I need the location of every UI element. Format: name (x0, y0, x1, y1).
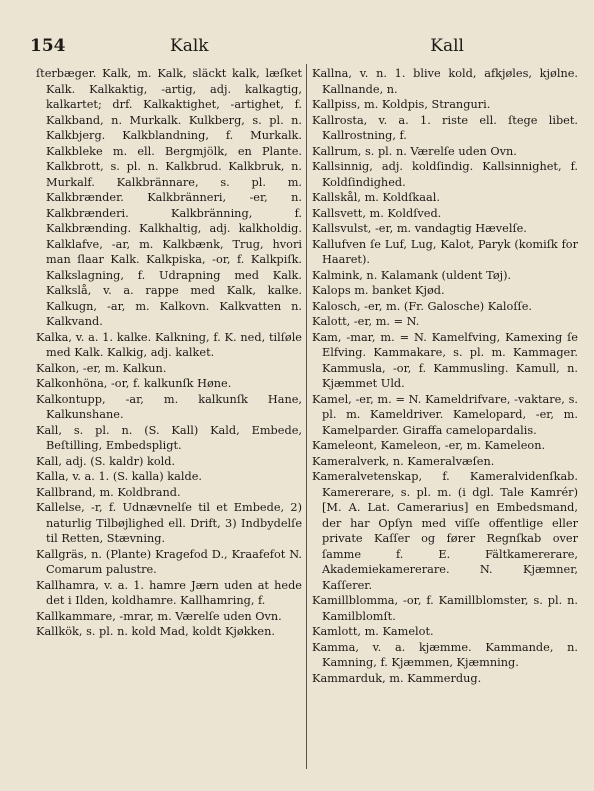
entry: Kallpiss, m. Koldpis, Stranguri. (312, 98, 491, 111)
entry: Kalott, -er, m. = N. (312, 315, 420, 328)
entry: Kalkonhöna, -or, f. kalkunſk Høne. (36, 377, 232, 390)
left-guide-word: Kalk (170, 36, 209, 56)
entry: Kallkammare, -mrar, m. Værelſe uden Ovn. (36, 609, 282, 623)
entry: Kallrum, s. pl. n. Værelſe uden Ovn. (312, 144, 517, 158)
entry: Kallsvulst, -er, m. vandagtig Hævelſe. (312, 222, 527, 235)
right-column (312, 66, 578, 686)
entry: Kallrosta, v. a. 1. riste ell. ſtege libet. Kallrostning, f. (312, 113, 578, 142)
entry: Kallbrand, m. Koldbrand. (36, 485, 181, 499)
entry: Kalmink, n. Kalamank (uldent Tøj). (312, 268, 512, 282)
entry: Kallkök, s. pl. n. kold Mad, koldt Kjøkken. (36, 625, 275, 638)
entry: Kallsinnig, adj. koldſindig. Kallsinnighet, f. Koldſindighed. (312, 160, 578, 189)
entry: Kameleont, Kameleon, -er, m. Kameleon. (312, 439, 546, 452)
entry: ſterbæger. Kalk, m. Kalk, släckt kalk, læſket Kalk. Kalkaktig, -artig, adj. kalkagtig, kalkartet; drf. Kalkaktighet, -artighet, f. Kalkband, n. Murkalk. Kulkberg, s. pl. n. Kalkbjerg. Kalkblandning, f. Murkalk. Kalkbleke m. ell. Bergmjölk, en Plante. Kalkbrott, s. pl. n. Kalkbrud. Kalkbruk, n. Murkalf. Kalkbrännare, s. pl. m. Kalkbrænder. Kalkbränneri, -er, n. Kalkbrænderi. Kalkbränning, f. Kalkbrænding. Kalkhaltig, adj. kalkholdig. Kalklafve, -ar, m. Kalkbænk, Trug, hvori man ſlaar Kalk. Kalkpiska, -or, f. Kalkpiſk. Kalkslagning, f. Udrapning med Kalk. Kalkslå, v. a. rappe med Kalk, kalke. Kalkugn, -ar, m. Kalkovn. Kalkvatten n. Kalkvand. (36, 67, 302, 328)
entry: Kalosch, -er, m. (Fr. Galosche) Kaloſſe. (312, 299, 532, 313)
entry: Kalkon, -er, m. Kalkun. (36, 361, 167, 375)
page-number: 154 (30, 36, 66, 56)
entry: Kallelse, -r, f. Udnævnelſe til et Embede, 2) naturlig Tilbøjlighed ell. Drift, 3) Indbydelſe til Retten, Stævning. (36, 501, 302, 545)
entry: Kall, adj. (S. kaldr) kold. (36, 454, 176, 468)
entry: Kameralverk, n. Kameralvæſen. (312, 454, 495, 468)
left-column (36, 66, 302, 640)
entry: Kallgräs, n. (Plante) Kragefod D., Kraafefot N. Comarum palustre. (36, 547, 302, 576)
entry: Kamillblomma, -or, f. Kamillblomster, s. pl. n. Kamilblomſt. (312, 594, 578, 623)
entry: Kammarduk, m. Kammerdug. (312, 671, 482, 685)
entry: Kamma, v. a. kjæmme. Kammande, n. Kamning, f. Kjæmmen, Kjæmning. (312, 640, 578, 669)
entry: Kamel, -er, m. = N. Kameldrifvare, -vaktare, s. pl. m. Kameldriver. Kamelopard, -er, m. Kamelparder. Giraffa camelopardalis. (312, 392, 578, 437)
entry: Kallskål, m. Koldſkaal. (312, 191, 440, 204)
entry: Kallhamra, v. a. 1. hamre Jærn uden at hede det i Ilden, koldhamre. Kallhamring, f. (36, 578, 302, 607)
entry: Kam, -mar, m. = N. Kamelfving, Kamexing ſe Elfving. Kammakare, s. pl. m. Kammager. Kammusla, -or, f. Kammusling. Kamull, n. Kjæmmet Uld. (312, 330, 578, 390)
entry: Kalkontupp, -ar, m. kalkunſk Hane, Kalkunshane. (36, 392, 302, 421)
entry: Kamlott, m. Kamelot. (312, 625, 434, 638)
entry: Kallna, v. n. 1. blive kold, afkjøles, kjølne. Kallnande, n. (312, 67, 578, 96)
column-divider (306, 64, 307, 769)
entry: Kalka, v. a. 1. kalke. Kalkning, f. K. ned, tilſøle med Kalk. Kalkig, adj. kalket. (36, 330, 302, 359)
entry: Kallufven ſe Luf, Lug, Kalot, Paryk (komiſk for Haaret). (312, 237, 578, 266)
entry: Kalla, v. a. 1. (S. kalla) kalde. (36, 470, 202, 483)
right-guide-word: Kall (430, 36, 464, 56)
entry: Kallsvett, m. Koldſved. (312, 206, 442, 220)
page-header (30, 36, 564, 58)
entry: Kameralvetenskap, f. Kameralvidenſkab. Kamererare, s. pl. m. (i dgl. Tale Kamrér) [M. A. Lat. Camerarius] en Embedsmand, der har Opſyn med viſſe offentlige eller private Kaſſer og fører Regnſkab over ſamme f. E. Fältkamererare, Akademiekamererare. N. Kjæmner, Kaſſerer. (312, 470, 578, 592)
entry: Kall, s. pl. n. (S. Kall) Kald, Embede, Beſtilling, Embedspligt. (36, 423, 302, 452)
entry: Kalops m. banket Kjød. (312, 284, 445, 297)
